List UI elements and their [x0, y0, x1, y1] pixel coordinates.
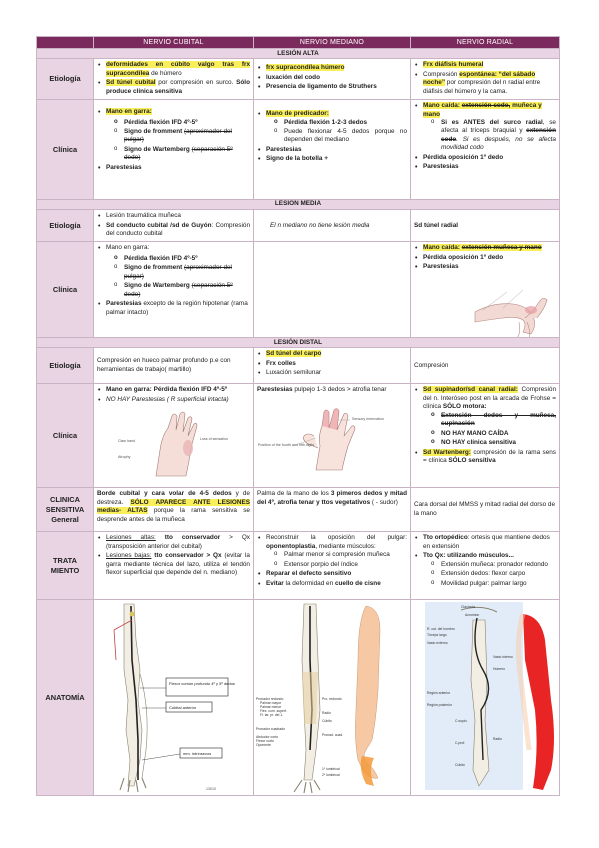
header-cubital: NERVIO CUBITAL	[94, 37, 254, 49]
median-anat-label-15: Cúbito	[322, 719, 332, 724]
median-hand-illustration	[258, 406, 406, 472]
median-anat-label-2: Palmar mayor	[260, 701, 282, 706]
median-anat-label-13: 1º lumbrical	[322, 767, 340, 772]
row-alta-etiologia	[37, 59, 560, 100]
header-blank	[37, 37, 94, 49]
label-clinica-media: Clínica	[37, 242, 94, 338]
header-mediano: NERVIO MEDIANO	[254, 37, 411, 49]
section-distal: LESIÓN DISTAL	[37, 338, 560, 348]
median-label-2: Position of the fourth and fifth digits	[258, 443, 315, 448]
ulnar-label-1: Flexor común profundo 4º y 5º dedos	[169, 681, 235, 687]
label-etiologia: Etiología	[37, 59, 94, 100]
trata-mediano: • Reconstruir la oposición del pulgar: oponentoplastia, mediante músculos: o Palmar menor si compresión muñeca o Extensor porpio del índice • Reparar el defecto sensitivo • Evitar la deformidad en cuello de cisne	[254, 532, 411, 600]
radial-label-3: R. cut. del hombro	[427, 627, 455, 632]
radial-label-7: Región posterior	[427, 703, 452, 708]
header-row	[37, 37, 560, 49]
row-media-etiologia	[37, 210, 560, 242]
ulnar-label-4: 13010	[206, 787, 216, 792]
trata-cubital: • Lesiones altas: tto conservador > Qx (transposición anterior del cubital) • Lesiones bajas: tto conservador > Qx (evitar la garra mediante técnica del lazo, utiliza el tendón flexor superficial que depende del n. mediano)	[94, 532, 254, 600]
header-radial: NERVIO RADIAL	[411, 37, 560, 49]
label-clinica-distal: Clínica	[37, 384, 94, 488]
label-etiologia-distal: Etiología	[37, 348, 94, 384]
median-anatomy-figure	[254, 600, 410, 794]
media-clin-radial: • Mano caída: extensión muñeca y mano • Pérdida oposición 1º dedo • Parestesias	[411, 242, 560, 338]
sens-mediano: Palma de la mano de los 3 pimeros dedos y mitad del 4º, atrofia tenar y ttos vegetativos ( - sudor)	[254, 488, 411, 532]
sens-radial: Cara dorsal del MMSS y mitad radial del dorso de la mano	[411, 488, 560, 532]
row-alta-clinica	[37, 100, 560, 200]
summary-page	[36, 36, 559, 796]
distal-etio-cubital: Compresión en hueco palmar profundo p.e con herramientas de trabajo( martillo)	[94, 348, 254, 384]
ulnar-label-3: mm. intrínsecos	[183, 751, 212, 757]
alta-clin-mediano: • Mano de predicador: o Pérdida flexión 1-2-3 dedos o Puede flexionar 4-5 dedos porque no dependen del mediano • Parestesias • Signo de la botella +	[254, 100, 411, 200]
radial-label-4: Tríceps largo	[427, 633, 447, 638]
alta-clin-cubital: • Mano en garra: o Pérdida flexión IFD 4º-5º o Signo de fromment (aproximador del pulgar) o Signo de Wartemberg (separación 5º dedo) • Parestesias	[94, 100, 254, 200]
row-clinica-sensitiva	[37, 488, 560, 532]
distal-clin-mediano: Parestesias pulpejo 1-3 dedos > atrofia tenar Sensory innervation Position of the fourth and fifth digits	[254, 384, 411, 488]
radial-label-5: Vasto externo	[427, 641, 448, 646]
radial-label-10: C.supin.	[455, 719, 468, 724]
distal-etio-radial: Compresión	[411, 348, 560, 384]
sens-cubital: Borde cubital y cara volar de 4-5 dedos y de destreza. SÓLO APARECE ANTE LESIONES medias- ALTAS porque la rama sensitiva se desprende antes de la muñeca	[94, 488, 254, 532]
row-distal-clinica	[37, 384, 560, 488]
median-anat-label-3: Palmar menor	[260, 705, 282, 710]
radial-label-1: Clavícula	[461, 605, 475, 610]
median-anat-label-4: Flex. com. superf.	[260, 709, 287, 714]
distal-clin-radial: • Sd supinador/sd canal radial: Compresión del n. Interóseo post en la arcada de Frohse = clínica SÓLO motora: o Extensión dedos y muñeca, supinación o NO HAY MANO CAÍDA o NO HAY clínica sensitiva • Sd Wartenberg: compresión de la rama sens = clínica SÓLO sensitiva	[411, 384, 560, 488]
median-anat-label-9: Oponente	[256, 743, 271, 748]
anat-radial	[411, 600, 560, 796]
label-tratamiento: TRATA MIENTO	[37, 532, 94, 600]
radial-label-11: C.prof.	[455, 741, 466, 746]
claw-label-2: Loss of sensation	[200, 437, 228, 442]
ulnar-label-2: Cubital anterior	[169, 705, 197, 711]
nerve-table	[36, 36, 560, 796]
alta-etio-mediano: • frx supracondílea húmero • luxación del codo • Presencia de ligamento de Struthers	[254, 59, 411, 100]
radial-label-2: Acromion	[465, 613, 480, 618]
media-clin-mediano	[254, 242, 411, 338]
section-media: LESIÓN MEDIA	[37, 200, 560, 210]
media-etio-radial: Sd túnel radial	[411, 210, 560, 242]
alta-etio-cubital: • deformidades en cúbito valgo tras frx supracondílea de húmero • Sd túnel cubital por compresión en surco. Sólo produce clínica sensitiva	[94, 59, 254, 100]
median-label-1: Sensory innervation	[352, 417, 384, 422]
median-anat-label-5: Fl. lar. pr. del 1.	[260, 713, 284, 718]
median-anat-label-1: Pronador redondo	[256, 697, 284, 702]
ulnar-anatomy-figure	[94, 600, 252, 794]
section-alta: LESIÓN ALTA	[37, 49, 560, 59]
alta-clin-radial: • Mano caída: extensión codo, muñeca y mano o Si es ANTES del surco radial, se afecta al tríceps braquial y extensión codo. Si es después, no se afecta movilidad codo • Pérdida oposición 1º dedo • Parestesias	[411, 100, 560, 200]
radial-label-13: Cúbito	[455, 763, 465, 768]
alta-etio-radial: • Frx diáfisis humeral • Compresión espontánea: “del sábado noche” por compresión del n radial entre diáfisis del húmero y la cama.	[411, 59, 560, 100]
claw-label-3: Atrophy	[118, 455, 131, 460]
row-tratamiento	[37, 532, 560, 600]
row-anatomia	[37, 600, 560, 796]
anat-mediano	[254, 600, 411, 796]
distal-clin-cubital: • Mano en garra: Pérdida flexión IFD 4º-5º • NO HAY Parestesias ( R superficial intacta) Claw hand Loss of sensation Atrophy	[94, 384, 254, 488]
radial-anatomy-figure	[411, 600, 559, 794]
label-etiologia-media: Etiología	[37, 210, 94, 242]
label-anatomia: ANATOMÍA	[37, 600, 94, 796]
label-clinica-sensitiva: CLINICA SENSITIVA General	[37, 488, 94, 532]
claw-label-1: Claw hand	[118, 439, 135, 444]
median-anat-label-12: Pronad. cuad.	[322, 733, 344, 738]
distal-etio-mediano: • Sd túnel del carpo • Frx colles • Luxación semilunar	[254, 348, 411, 384]
media-etio-cubital: • Lesión traumática muñeca • Sd conducto cubital /sd de Guyón: Compresión del conducto cubital	[94, 210, 254, 242]
radial-label-9: Húmero	[493, 667, 506, 672]
median-anat-label-7: Abductor corto	[256, 735, 279, 740]
media-etio-mediano: El n mediano no tiene lesión media	[254, 210, 411, 242]
median-anat-label-10: Pro. redondo	[322, 697, 342, 702]
media-clin-cubital: • Mano en garra: o Pérdida flexión IFD 4º-5º o Signo de fromment (aproximador del pulgar) o Signo de Wartemberg (separación 5º dedo) • Parestesias excepto de la región hipotenar (rama palmar intacto)	[94, 242, 254, 338]
median-anat-label-6: Pronador cuadrado	[256, 727, 286, 732]
radial-label-8: Vasto interno	[493, 655, 513, 660]
radial-label-12: Radio	[493, 737, 502, 742]
row-media-clinica	[37, 242, 560, 338]
claw-hand-illustration	[116, 410, 236, 478]
anat-cubital	[94, 600, 254, 796]
drop-hand-illustration	[473, 282, 551, 338]
radial-label-6: Región anterior	[427, 691, 451, 696]
median-anat-label-11: Radio	[322, 711, 331, 716]
row-distal-etiologia	[37, 348, 560, 384]
label-clinica: Clínica	[37, 100, 94, 200]
median-anat-label-14: 2º lumbrical	[322, 773, 340, 778]
trata-radial: • Tto ortopédico: ortesis que mantiene dedos en extensión • Tto Qx: utilizando músculos... o Extensión muñeca: pronador redondo o Extensión dedos: flexor carpo o Movilidad pulgar: palmar largo	[411, 532, 560, 600]
median-anat-label-8: Flexor corto	[256, 739, 274, 744]
